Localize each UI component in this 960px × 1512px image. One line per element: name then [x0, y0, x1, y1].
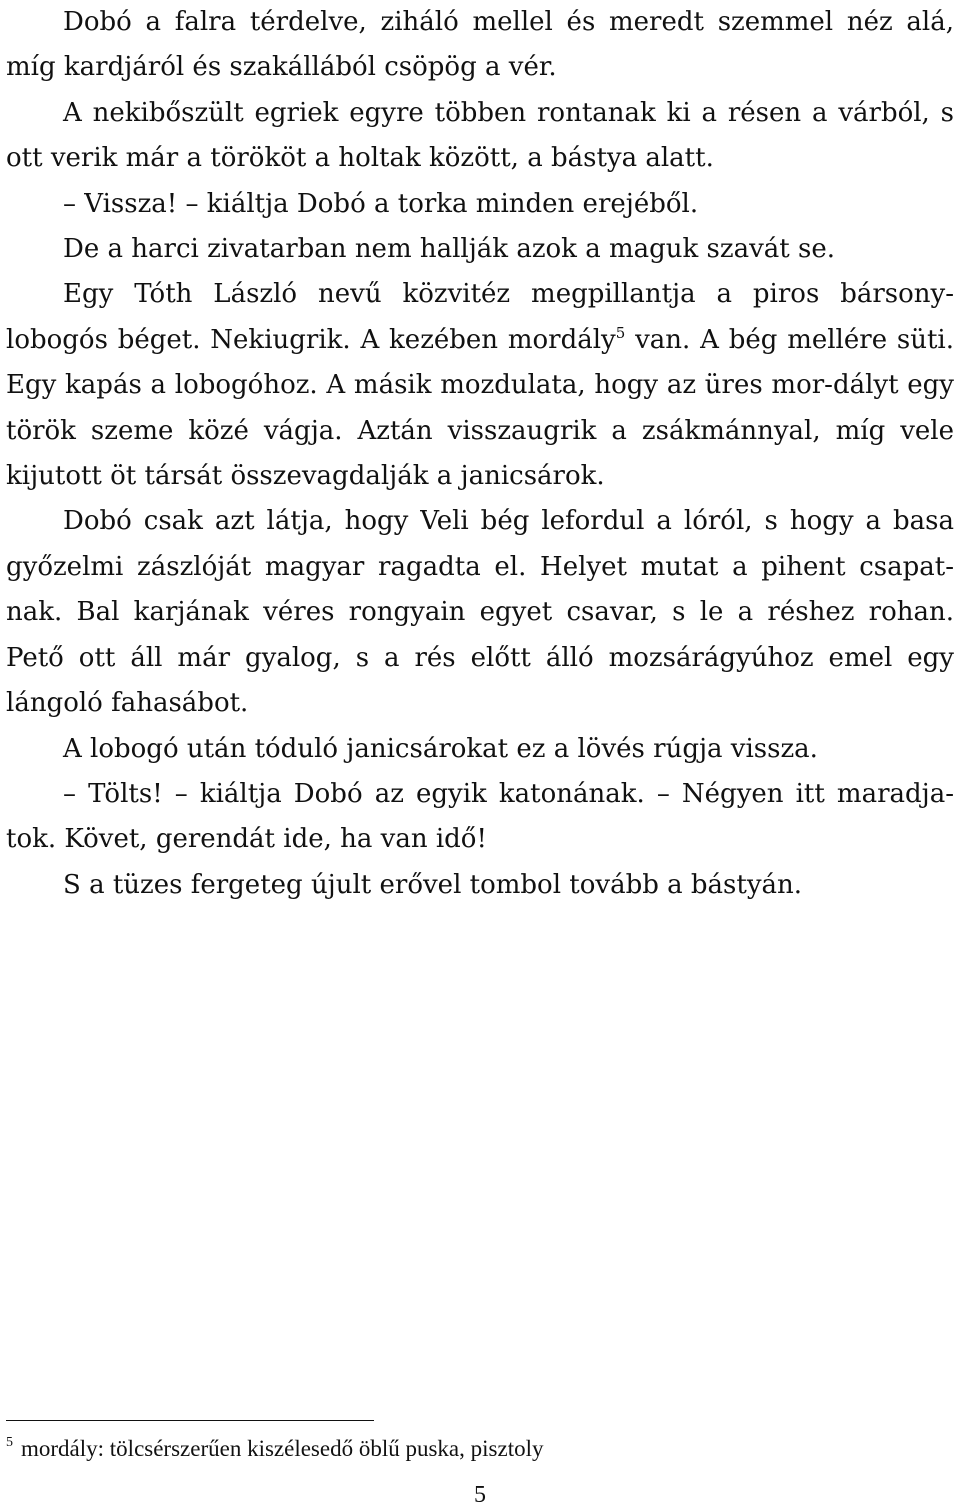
- footnote-divider: [6, 1420, 374, 1421]
- paragraph-5: [6, 272, 954, 499]
- footnote-text: mordály: tölcsérszerűen kiszélesedő öblű puska, pisztoly: [21, 1436, 544, 1461]
- footnote-number: 5: [6, 1435, 13, 1450]
- paragraph-3: – Vissza! – kiáltja Dobó a torka minden erejéből.: [63, 188, 699, 219]
- body-text: [6, 0, 954, 908]
- paragraph-5-start: Egy Tóth László nevű közvitéz megpillantja a piros bársony-lobogós béget. Nekiugrik. A kezében mordály: [6, 279, 954, 355]
- paragraph-4: De a harci zivatarban nem hallják azok a maguk szavát se.: [63, 234, 835, 265]
- paragraph-8: – Tölts! – kiáltja Dobó az egyik katonának. – Négyen itt maradja-tok. Követ, gerendát ide, ha van idő!: [6, 778, 954, 855]
- footnote-reference[interactable]: 5: [615, 323, 626, 342]
- paragraph-5-end: van. A bég mellére süti. Egy kapás a lobogóhoz. A másik mozdulata, hogy az üres mor-dályt egy török szeme közé vágja. Aztán visszaugrik a zsákmánnyal, míg vele kijutott öt társát összevagdalják a janicsárok.: [6, 324, 955, 492]
- paragraph-2: A nekibőszült egriek egyre többen rontanak ki a résen a várból, s ott verik már a törököt a holtak között, a bástya alatt.: [6, 97, 954, 174]
- paragraph-9: S a tüzes fergeteg újult erővel tombol tovább a bástyán.: [63, 869, 803, 900]
- footnote: [6, 1432, 946, 1470]
- paragraph-1: Dobó a falra térdelve, ziháló mellel és meredt szemmel néz alá, míg kardjáról és szakállából csöpög a vér.: [6, 7, 954, 83]
- page-number: 5: [474, 1482, 486, 1508]
- paragraph-7: A lobogó után tóduló janicsárokat ez a lövés rúgja vissza.: [63, 733, 818, 764]
- paragraph-6: Dobó csak azt látja, hogy Veli bég lefordul a lóról, s hogy a basa győzelmi zászlóját magyar ragadta el. Helyet mutat a pihent csapat-nak. Bal karjának véres rongyain egyet csavar, s le a réshez rohan. Pető ott áll már gyalog, s a rés előtt álló mozsárágyúhoz emel egy lángoló fahasábot.: [6, 506, 954, 719]
